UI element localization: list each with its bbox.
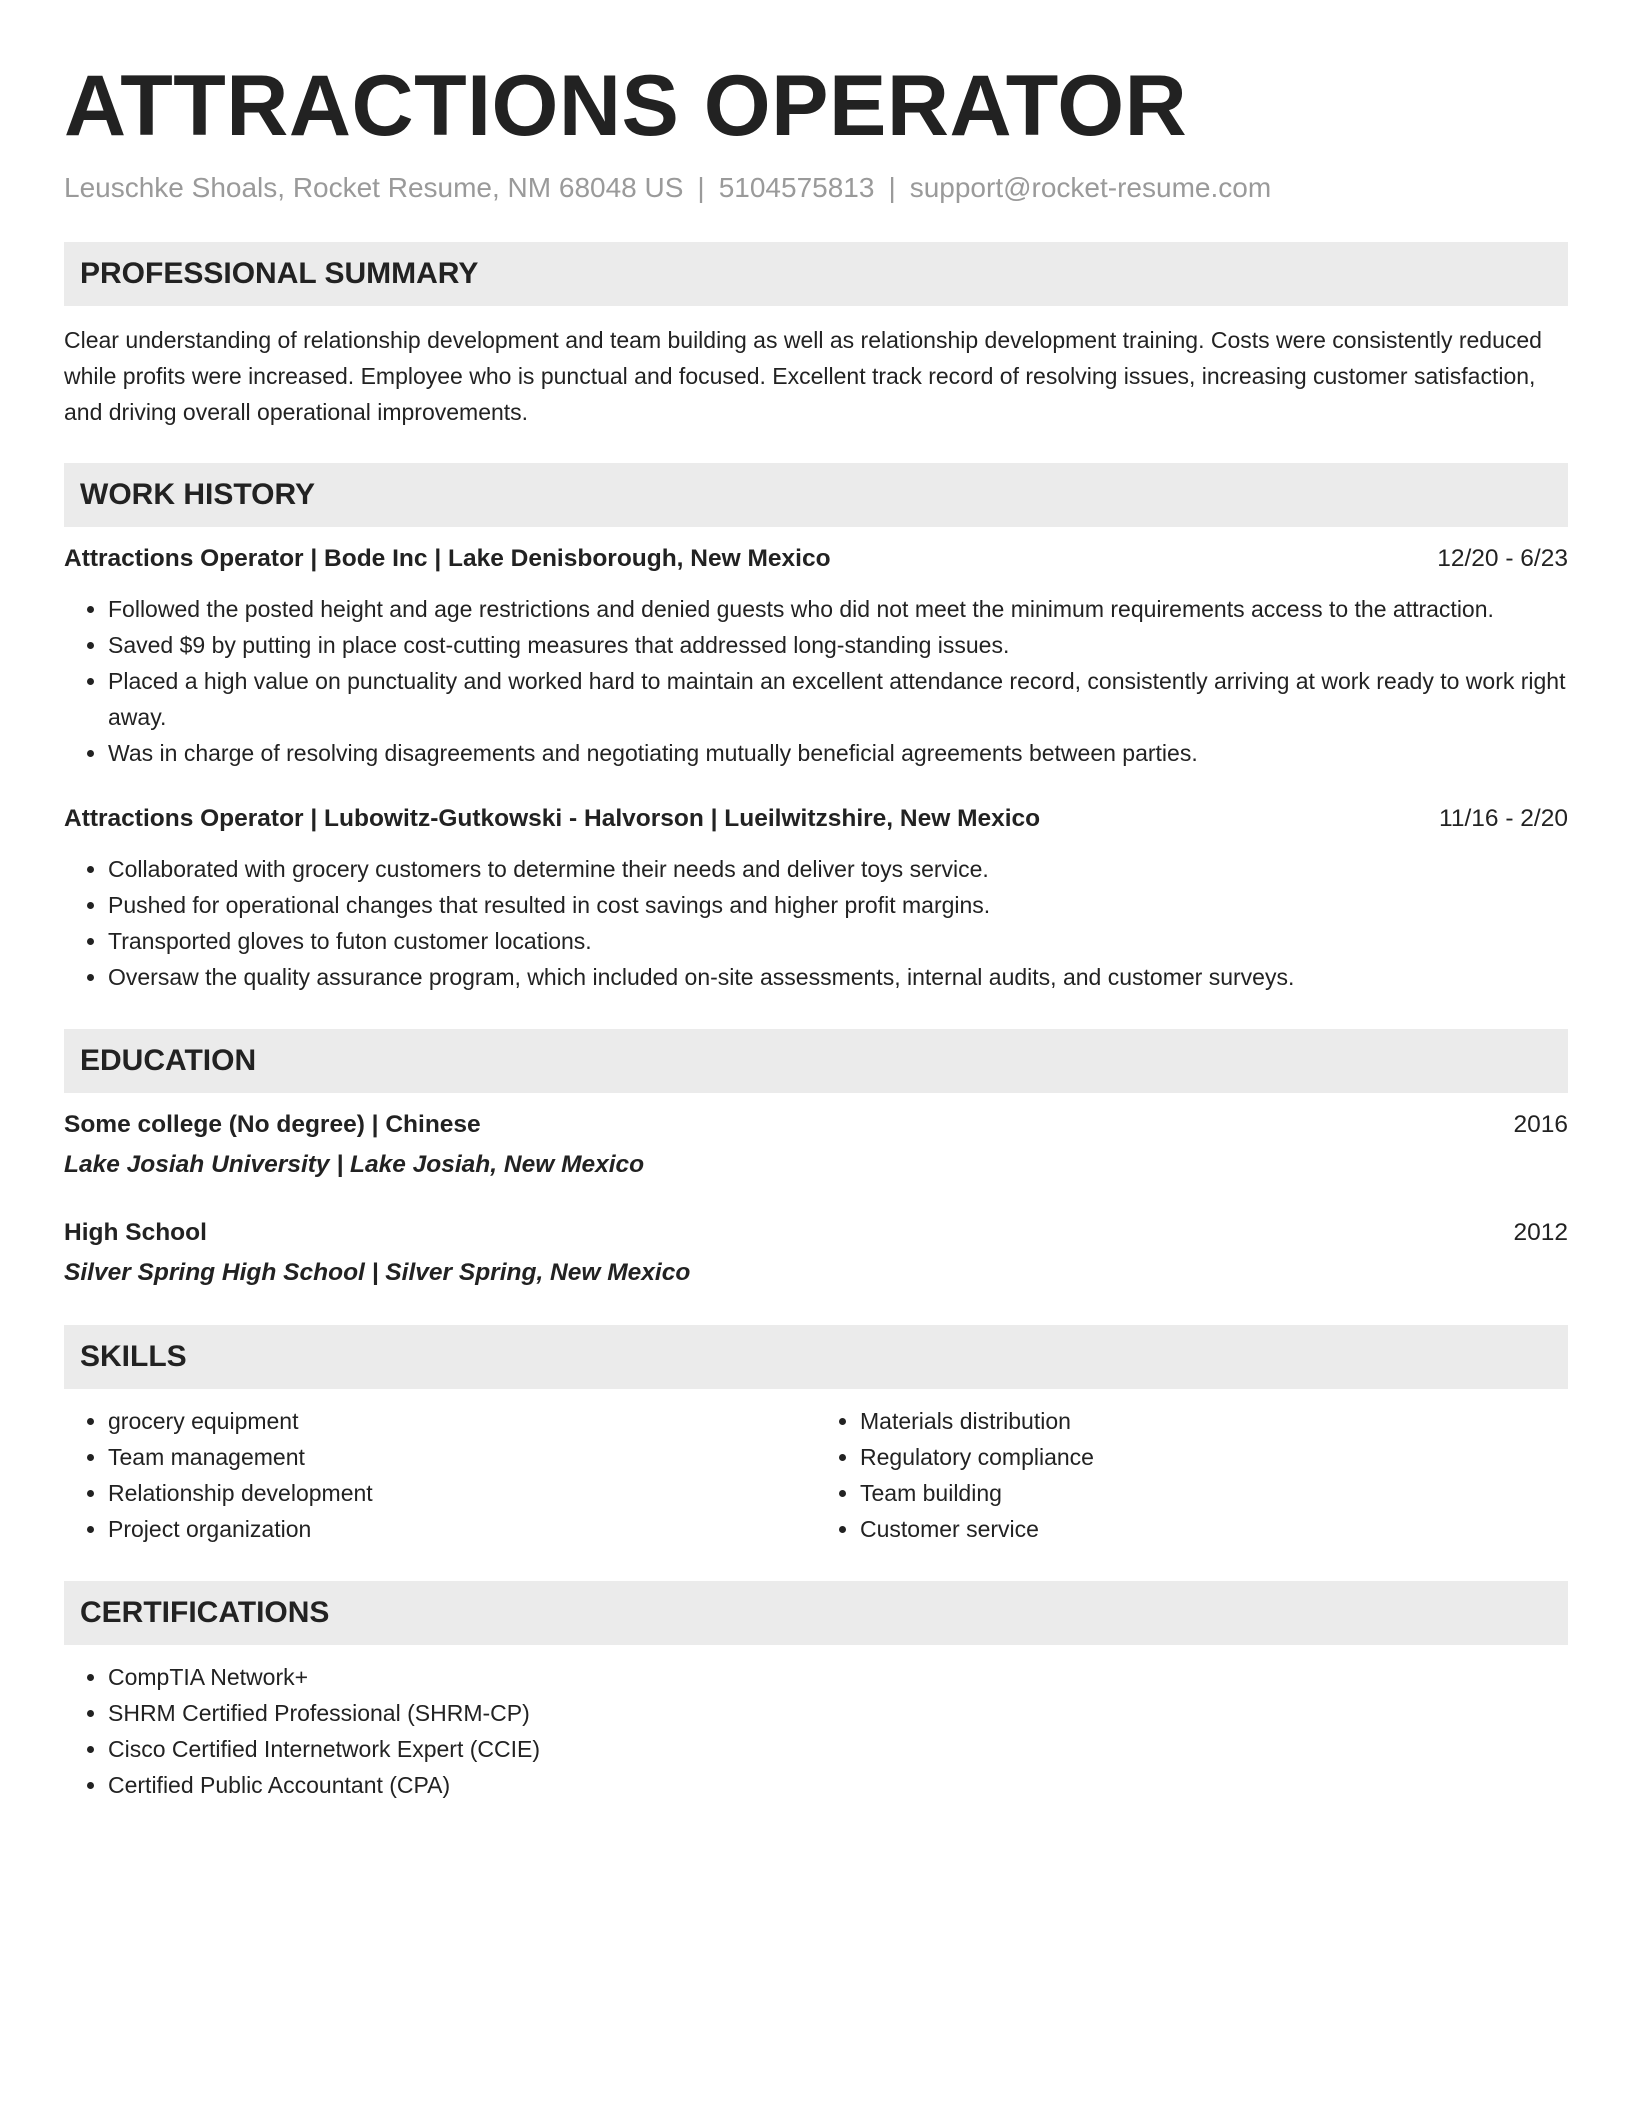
job-header <box>64 541 1568 577</box>
section-header-certifications: CERTIFICATIONS <box>64 1581 1568 1645</box>
job-bullets <box>64 851 1568 995</box>
list-item: • Relationship development <box>108 1475 816 1511</box>
education-degree: Some college (No degree) | Chinese <box>64 1111 481 1138</box>
list-item: • Followed the posted height and age restrictions and denied guests who did not meet the minimum requirements access to the attraction. <box>108 591 1568 627</box>
list-item: • Customer service <box>860 1511 1568 1547</box>
education-school: Lake Josiah University | Lake Josiah, New Mexico <box>64 1151 645 1178</box>
skills-columns <box>64 1403 1568 1547</box>
list-item: • Regulatory compliance <box>860 1439 1568 1475</box>
list-item: • Team building <box>860 1475 1568 1511</box>
list-item: • SHRM Certified Professional (SHRM-CP) <box>108 1695 1568 1731</box>
list-item: • grocery equipment <box>108 1403 816 1439</box>
section-header-skills: SKILLS <box>64 1325 1568 1389</box>
section-header-summary: PROFESSIONAL SUMMARY <box>64 242 1568 306</box>
section-header-education: EDUCATION <box>64 1029 1568 1093</box>
contact-separator: | <box>888 172 896 203</box>
education-school: Silver Spring High School | Silver Spring, New Mexico <box>64 1259 691 1286</box>
list-item: • Certified Public Accountant (CPA) <box>108 1767 1568 1803</box>
list-item: • Pushed for operational changes that resulted in cost savings and higher profit margins. <box>108 887 1568 923</box>
section-header-work-history: WORK HISTORY <box>64 463 1568 527</box>
list-item: • Collaborated with grocery customers to determine their needs and deliver toys service. <box>108 851 1568 887</box>
list-item: • Project organization <box>108 1511 816 1547</box>
skills-list-left <box>64 1403 816 1547</box>
education-entry <box>64 1107 1568 1183</box>
list-item: • Placed a high value on punctuality and worked hard to maintain an excellent attendance record, consistently arriving at work ready to work right away. <box>108 663 1568 735</box>
job-header <box>64 801 1568 837</box>
job-entry <box>64 541 1568 771</box>
list-item: • Transported gloves to futon customer locations. <box>108 923 1568 959</box>
list-item: • Oversaw the quality assurance program, which included on-site assessments, internal audits, and customer surveys. <box>108 959 1568 995</box>
job-entry <box>64 801 1568 995</box>
job-title: Attractions Operator | Lubowitz-Gutkowski - Halvorson | Lueilwitzshire, New Mexico <box>64 805 1041 832</box>
certifications-list <box>64 1659 1568 1803</box>
job-bullets <box>64 591 1568 771</box>
education-header <box>64 1107 1568 1143</box>
candidate-name: ATTRACTIONS OPERATOR <box>64 58 1188 154</box>
education-entry <box>64 1215 1568 1291</box>
resume-page <box>64 0 1568 1803</box>
job-dates: 11/16 - 2/20 <box>1439 805 1568 832</box>
list-item: • Team management <box>108 1439 816 1475</box>
contact-email: support@rocket-resume.com <box>909 172 1272 203</box>
contact-separator: | <box>697 172 705 203</box>
skills-list-right <box>816 1403 1568 1547</box>
list-item: • CompTIA Network+ <box>108 1659 1568 1695</box>
list-item: • Cisco Certified Internetwork Expert (CCIE) <box>108 1731 1568 1767</box>
contact-phone: 5104575813 <box>718 172 875 203</box>
list-item: • Saved $9 by putting in place cost-cutting measures that addressed long-standing issues. <box>108 627 1568 663</box>
education-header <box>64 1215 1568 1251</box>
education-year: 2016 <box>1513 1111 1568 1138</box>
contact-line <box>64 170 1568 206</box>
summary-text: Clear understanding of relationship development and team building as well as relationship development training. Costs were consistently reduced while profits were increased. Employee who is punctual and focused. Excellent track record of resolving issues, increasing customer satisfaction, and driving overall operational improvements. <box>64 327 1542 425</box>
education-year: 2012 <box>1513 1219 1568 1246</box>
list-item: • Materials distribution <box>860 1403 1568 1439</box>
contact-address: Leuschke Shoals, Rocket Resume, NM 68048 US <box>64 172 684 203</box>
job-dates: 12/20 - 6/23 <box>1437 545 1568 572</box>
list-item: • Was in charge of resolving disagreements and negotiating mutually beneficial agreements between parties. <box>108 735 1568 771</box>
education-degree: High School <box>64 1219 207 1246</box>
job-title: Attractions Operator | Bode Inc | Lake Denisborough, New Mexico <box>64 545 831 572</box>
